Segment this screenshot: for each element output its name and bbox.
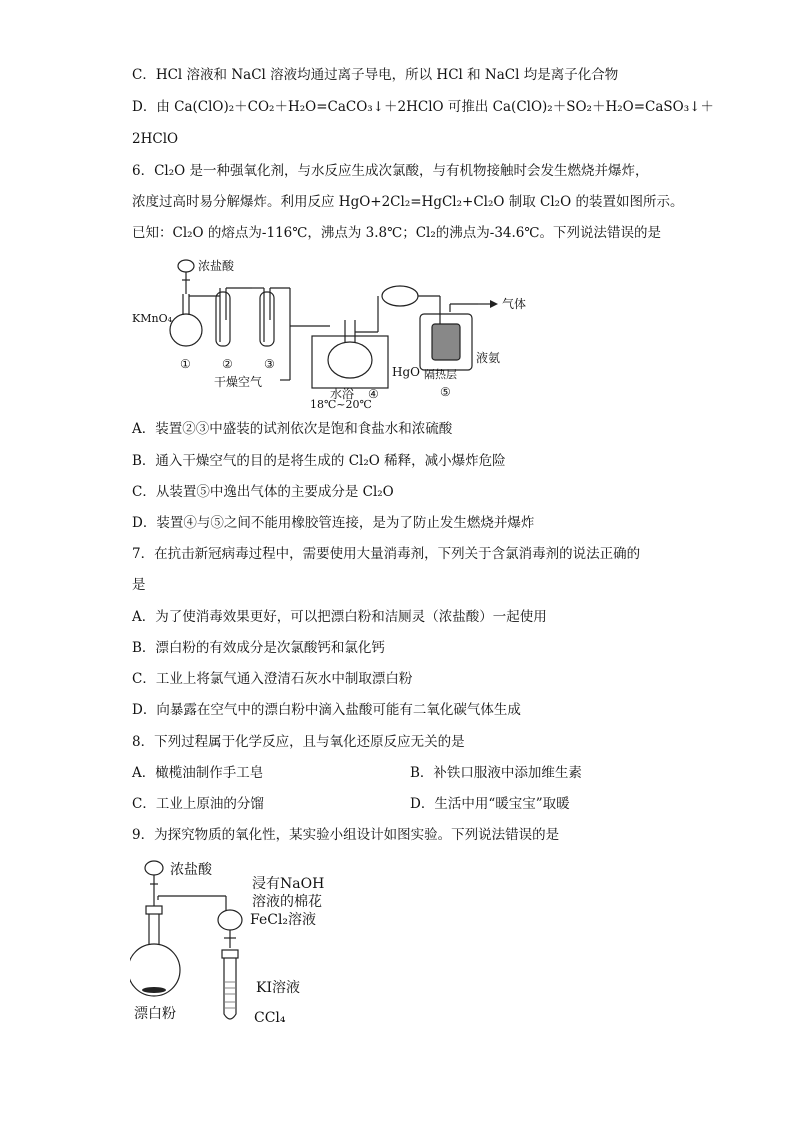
q6-option-b: B．通入干燥空气的目的是将生成的 Cl₂O 稀释，减小爆炸危险 <box>132 453 506 469</box>
q6-fig-conc-hcl-label: 浓盐酸 <box>198 259 235 273</box>
q9-fig-fecl2-label: FeCl₂溶液 <box>250 912 317 928</box>
q5-option-c: C．HCl 溶液和 NaCl 溶液均通过离子导电，所以 HCl 和 NaCl 均是离子化合物 <box>132 67 619 83</box>
q6-option-a: A．装置②③中盛装的试剂依次是饱和食盐水和浓硫酸 <box>132 421 453 437</box>
q9-fig-ccl4-label: CCl₄ <box>254 1010 286 1026</box>
q6-fig-gas-label: 气体 <box>502 297 527 311</box>
q8-option-d: D．生活中用“暖宝宝”取暖 <box>410 796 570 812</box>
q5-option-d-line1: D．由 Ca(ClO)₂＋CO₂＋H₂O=CaCO₃↓＋2HClO 可推出 Ca(ClO)₂＋SO₂＋H₂O=CaSO₃↓＋ <box>132 99 714 115</box>
q6-option-c: C．从装置⑤中逸出气体的主要成分是 Cl₂O <box>132 484 394 500</box>
q6-fig-liquid-nh3-label: 液氨 <box>476 351 501 365</box>
q6-fig-water-bath-label: 水浴 <box>330 387 355 401</box>
q7-option-c: C．工业上将氯气通入澄清石灰水中制取漂白粉 <box>132 671 413 687</box>
q7-stem-line1: 7．在抗击新冠病毒过程中，需要使用大量消毒剂，下列关于含氯消毒剂的说法正确的 <box>132 546 641 562</box>
q6-stem-line3: 已知：Cl₂O 的熔点为-116℃，沸点为 3.8℃；Cl₂的沸点为-34.6℃。下列说法错误的是 <box>132 225 661 241</box>
q6-fig-num-1: ① <box>180 357 191 371</box>
q6-fig-dry-air-label: 干燥空气 <box>214 375 263 389</box>
q6-fig-num-3: ③ <box>264 357 275 371</box>
q6-stem-line2: 浓度过高时易分解爆炸。利用反应 HgO+2Cl₂=HgCl₂+Cl₂O 制取 Cl₂O 的装置如图所示。 <box>132 194 684 210</box>
q8-option-b: B．补铁口服液中添加维生素 <box>410 765 582 781</box>
q8-stem: 8．下列过程属于化学反应，且与氧化还原反应无关的是 <box>132 734 465 750</box>
q9-stem: 9．为探究物质的氧化性，某实验小组设计如图实验。下列说法错误的是 <box>132 827 560 843</box>
q6-apparatus-figure <box>130 250 530 410</box>
q9-fig-naoh-label-2: 溶液的棉花 <box>252 894 322 910</box>
q7-option-d: D．向暴露在空气中的漂白粉中滴入盐酸可能有二氧化碳气体生成 <box>132 702 521 718</box>
q9-fig-naoh-label-1: 浸有NaOH <box>252 876 325 892</box>
q9-fig-bleach-label: 漂白粉 <box>134 1006 176 1022</box>
q6-fig-temp-label: 18℃~20℃ <box>310 398 372 410</box>
q7-option-b: B．漂白粉的有效成分是次氯酸钙和氯化钙 <box>132 640 385 656</box>
q6-stem-line1: 6．Cl₂O 是一种强氧化剂，与水反应生成次氯酸，与有机物接触时会发生燃烧并爆炸， <box>132 163 649 179</box>
q6-fig-num-5: ⑤ <box>440 385 451 399</box>
q6-fig-kmno4-label: KMnO₄ <box>132 312 172 325</box>
q6-fig-num-4: ④ <box>368 387 379 401</box>
q8-option-a: A．橄榄油制作手工皂 <box>132 765 264 781</box>
q5-option-d-line2: 2HClO <box>132 131 179 147</box>
q7-option-a: A．为了使消毒效果更好，可以把漂白粉和洁厕灵（浓盐酸）一起使用 <box>132 609 547 625</box>
q6-fig-num-2: ② <box>222 357 233 371</box>
q7-stem-line2: 是 <box>132 577 146 593</box>
q8-option-c: C．工业上原油的分馏 <box>132 796 264 812</box>
q6-option-d: D．装置④与⑤之间不能用橡胶管连接，是为了防止发生燃烧并爆炸 <box>132 515 535 531</box>
q6-fig-hgo-label: HgO <box>392 365 420 379</box>
q9-apparatus-figure <box>130 852 330 1032</box>
q9-fig-conc-hcl-label: 浓盐酸 <box>170 862 212 878</box>
q9-fig-ki-label: KI溶液 <box>256 980 300 996</box>
q6-fig-insulation-label: 隔热层 <box>424 368 457 381</box>
